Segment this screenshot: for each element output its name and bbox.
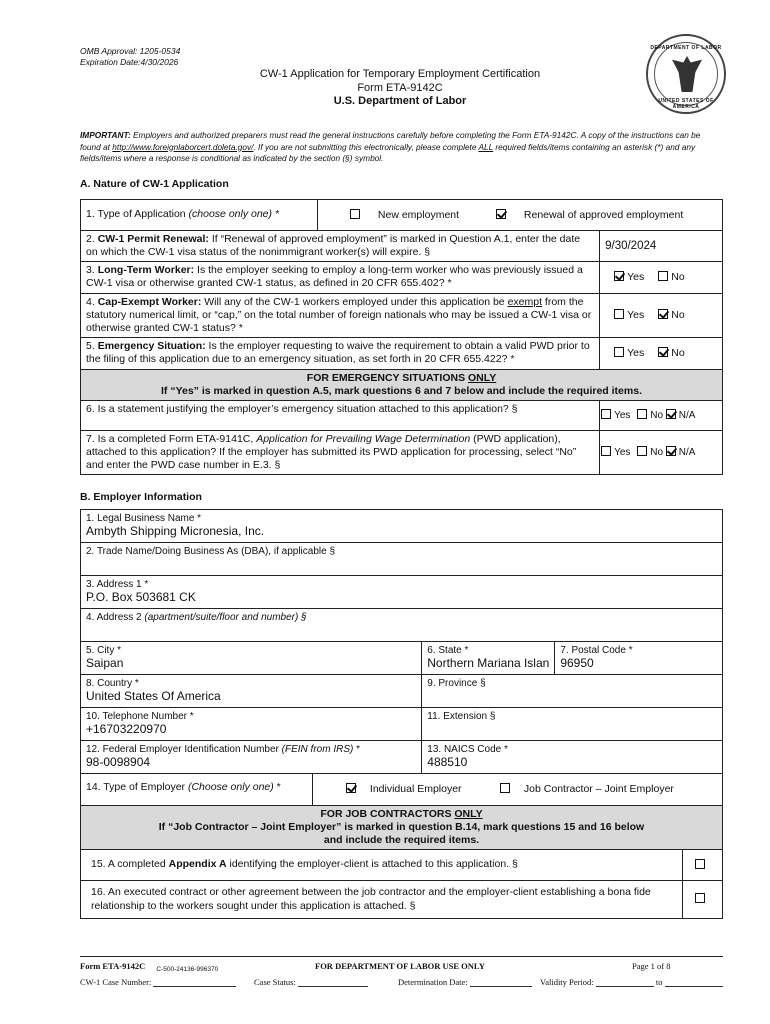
q16-checkbox[interactable] [695,893,705,903]
naics-field[interactable]: 13. NAICS Code * 488510 [422,741,723,774]
validity-period: Validity Period: to [540,976,723,987]
q16-text: 16. An executed contract or other agreement between the job contractor and the employer-client establishing a bona fide relationship to the workers sought under this application is attached. § [81,881,683,918]
section-a-title: A. Nature of CW-1 Application [80,178,229,190]
q5-answer[interactable]: Yes No [600,338,723,370]
individual-employer-option[interactable]: Individual Employer [313,783,500,796]
job-contractor-banner: FOR JOB CONTRACTORS ONLY If “Job Contractor – Joint Employer” is marked in question B.14, mark questions 15 and 16 below and include the required items. [81,806,723,850]
employer-type-label: 14. Type of Employer (Choose only one) * [81,774,313,805]
q15-checkbox-cell[interactable] [683,859,708,872]
omb-info [80,46,180,68]
postal-code-field[interactable]: 7. Postal Code * 96950 [555,642,723,675]
form-number: Form ETA-9142C [357,81,443,94]
q15-text: 15. A completed Appendix A identifying the employer-client is attached to this application. § [81,850,683,880]
country-field[interactable]: 8. Country * United States Of America [81,675,422,708]
job-contractor-checkbox[interactable] [500,783,510,793]
q7-text: 7. Is a completed Form ETA-9141C, Application for Prevailing Wage Determination (PWD application), attached to this application? If the employer has submitted its PWD application for processing, select “No” and enter the PWD case number in E.3. § [81,431,600,475]
new-employment-checkbox[interactable] [350,209,360,219]
q6-answer[interactable]: Yes No N/A [600,401,723,431]
q6-text: 6. Is a statement justifying the employer’s emergency situation attached to this application? § [81,401,600,431]
q15-checkbox[interactable] [695,859,705,869]
address2-field[interactable]: 4. Address 2 (apartment/suite/floor and number) § [81,609,723,642]
section-a-table [80,199,723,475]
footer-page-number: Page 1 of 8 [632,961,671,971]
emergency-banner: FOR EMERGENCY SITUATIONS ONLY If “Yes” is marked in question A.5, mark questions 6 and 7 below and include the required items. [81,370,723,401]
telephone-field[interactable]: 10. Telephone Number * +16703220970 [81,708,422,741]
trade-name-field[interactable]: 2. Trade Name/Doing Business As (DBA), if applicable § [81,543,723,576]
extension-field[interactable]: 11. Extension § [422,708,723,741]
case-number: CW-1 Case Number: C-500-24136-996370 [80,976,250,987]
important-notice: IMPORTANT: Employers and authorized preparers must read the general instructions carefully before completing the Form ETA-9142C. A copy of the instructions can be found at http://www.foreignlaborcert.doleta.gov/. If you are not submitting this electronically, please complete ALL required fields/items containing an asterisk (*) and any fields/items where a response is conditional as indicated by the section (§) symbol. [80,130,701,163]
q6-na-checkbox[interactable] [666,409,676,419]
omb-approval: OMB Approval: 1205-0534 [80,46,181,56]
dol-seal-icon: DEPARTMENT OF LABOR UNITED STATES OF AMERICA [646,34,726,114]
q7-na-checkbox[interactable] [666,446,676,456]
q5-no-checkbox[interactable] [658,347,668,357]
q6-no-checkbox[interactable] [637,409,647,419]
job-contractor-option[interactable]: Job Contractor – Joint Employer [500,783,674,796]
q3-text: 3. Long-Term Worker: Is the employer seeking to employ a long-term worker who was previously issued a CW-1 visa or otherwise granted CW-1 status, as defined in 20 CFR 655.402? * [81,262,600,294]
state-field[interactable]: 6. State * Northern Mariana Islan [422,642,555,675]
province-field[interactable]: 9. Province § [422,675,723,708]
renewal-option[interactable]: Renewal of approved employment [493,209,683,222]
q3-no-checkbox[interactable] [658,271,668,281]
agency-name: U.S. Department of Labor [333,95,467,107]
q4-yes-checkbox[interactable] [614,309,624,319]
case-number-value: C-500-24136-996370 [156,966,219,973]
individual-employer-checkbox[interactable] [346,783,356,793]
determination-date: Determination Date: [398,976,532,987]
city-field[interactable]: 5. City * Saipan [81,642,422,675]
q7-yes-checkbox[interactable] [601,446,611,456]
address1-field[interactable]: 3. Address 1 * P.O. Box 503681 CK [81,576,723,609]
q16-checkbox-cell[interactable] [683,893,708,906]
q3-answer[interactable]: Yes No [600,262,723,294]
footer-dol-use: FOR DEPARTMENT OF LABOR USE ONLY [315,961,485,971]
footer-rule [80,956,723,957]
q5-text: 5. Emergency Situation: Is the employer requesting to waive the requirement to obtain a valid PWD prior to the filing of this application due to an emergency situation, as set forth in 20 CFR 655.422? * [81,338,600,370]
expiry-date-field[interactable]: 9/30/2024 [600,231,723,262]
footer-form-number: Form ETA-9142C [80,961,146,971]
q2-text: 2. CW-1 Permit Renewal: If “Renewal of approved employment” is marked in Question A.1, enter the date on which the CW-1 visa status of the nonimmigrant worker(s) will expire. § [81,231,600,262]
section-b-table [80,509,723,919]
q1-label: 1. Type of Application (choose only one) * [81,200,318,230]
q3-yes-checkbox[interactable] [614,271,624,281]
renewal-checkbox[interactable] [496,209,506,219]
q7-answer[interactable]: Yes No N/A [600,431,723,475]
fein-field[interactable]: 12. Federal Employer Identification Number (FEIN from IRS) * 98-0098904 [81,741,422,774]
q5-yes-checkbox[interactable] [614,347,624,357]
expiration-date: Expiration Date:4/30/2026 [80,57,179,67]
q7-no-checkbox[interactable] [637,446,647,456]
q4-text: 4. Cap-Exempt Worker: Will any of the CW-1 workers employed under this application be exempt from the statutory numerical limit, or “cap,” on the total number of foreign nationals who may be issued a CW-1 visa or otherwise granted CW-1 status? * [81,294,600,338]
form-header [200,68,600,109]
new-employment-option[interactable]: New employment [318,209,493,222]
q4-answer[interactable]: Yes No [600,294,723,338]
q6-yes-checkbox[interactable] [601,409,611,419]
legal-name-field[interactable]: 1. Legal Business Name * Ambyth Shipping Micronesia, Inc. [81,510,723,543]
section-b-title: B. Employer Information [80,491,202,503]
instructions-link[interactable]: http://www.foreignlaborcert.doleta.gov/ [112,141,254,152]
form-title: CW-1 Application for Temporary Employment Certification [259,68,541,80]
q4-no-checkbox[interactable] [658,309,668,319]
case-status: Case Status: [254,976,368,987]
